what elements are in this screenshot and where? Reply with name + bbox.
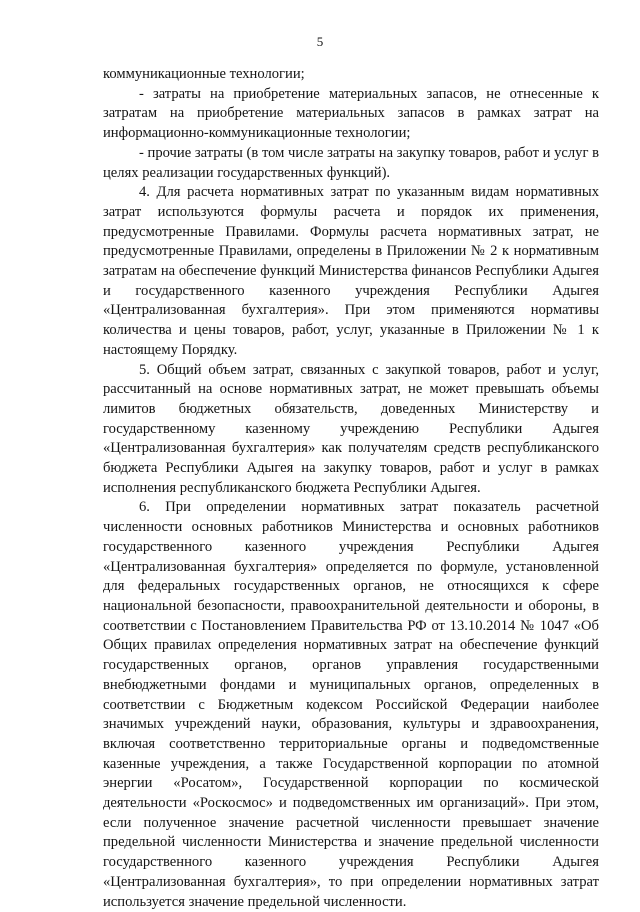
list-item-other-costs: - прочие затраты (в том числе затраты на закупку товаров, работ и услуг в целях реализации государственных функций). bbox=[103, 144, 599, 181]
document-body bbox=[103, 65, 599, 912]
paragraph-section-5: 5. Общий объем затрат, связанных с закупкой товаров, работ и услуг, рассчитанный на основе нормативных затрат, не может превышать объемы лимитов бюджетных обязательств, доведенных Министерству и государственному казенному учреждению Республики Адыгея «Централизованная бухгалтерия» как получателям средств республиканского бюджета Республики Адыгея на закупку товаров, работ и услуг в рамках исполнения республиканского бюджета Республики Адыгея. bbox=[103, 361, 599, 496]
paragraph-section-4: 4. Для расчета нормативных затрат по указанным видам нормативных затрат используются формулы расчета и порядок их применения, предусмотренные Правилами. Формулы расчета нормативных затрат, не предусмотренные Правилами, определены в Приложении № 2 к нормативным затратам на обеспечение функций Министерства финансов Республики Адыгея и государственного казенного учреждения Республики Адыгея «Централизованная бухгалтерия». При этом применяются нормативы количества и цены товаров, работ, услуг, указанные в Приложении № 1 к настоящему Порядку. bbox=[103, 184, 599, 358]
page-number: 5 bbox=[316, 34, 324, 49]
list-item-material-supplies: - затраты на приобретение материальных запасов, не отнесенные к затратам на приобретение материальных запасов в рамках затрат на информационно-коммуникационные технологии; bbox=[103, 85, 599, 142]
paragraph-continuation: коммуникационные технологии; bbox=[103, 66, 305, 82]
paragraph-section-6: 6. При определении нормативных затрат показатель расчетной численности основных работников Министерства и основных работников государственного казенного учреждения Республики Адыгея «Централизованная бухгалтерия» определяется по формуле, установленной для федеральных государственных органов, не относящихся к сфере национальной безопасности, правоохранительной деятельности и обороны, в соответствии с Постановлением Правительства РФ от 13.10.2014 № 1047 «Об Общих правилах определения нормативных затрат на обеспечение функций государственных органов, органов управления государственными внебюджетными фондами и муниципальных органов, определенных в соответствии с Бюджетным кодексом Российской Федерации наиболее значимых учреждений науки, образования, культуры и здравоохранения, включая соответственно территориальные органы и подведомственные казенные учреждения, а также Государственной корпорации по атомной энергии «Росатом», Государственной корпорации по космической деятельности «Роскосмос» и подведомственных им организаций». При этом, если полученное значение расчетной численности превышает значение предельной численности Министерства и значение предельной численности государственного казенного учреждения Республики Адыгея «Централизованная бухгалтерия», то при определении нормативных затрат используется значение предельной численности. bbox=[103, 499, 599, 910]
